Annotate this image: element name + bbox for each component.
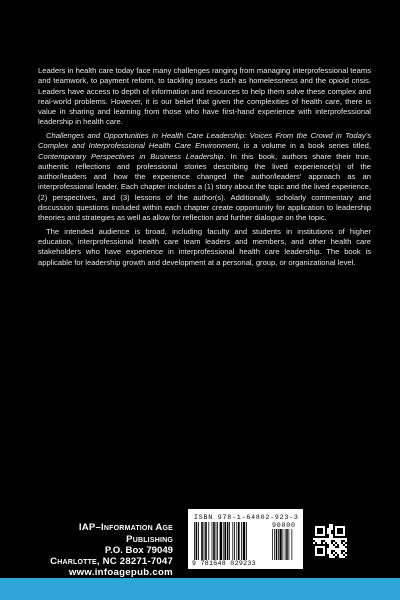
blurb-paragraph-2-rest: . In this book, authors share their true, authentic reflections and professional stories describing the lived experience(s) of the author/leaders and how the experience changed the author/leaders’ approach as an interprofessional leader. Each chapter includes a (1) story about the topic and the lived experience, (2) perspectives, and (3) lessons of the author(s). Additionally, scholarly commentary and discussion questions included within each chapter create opportunity for application to leadership theories and strategies as well as allow for reflection and further dialogue on the topic.	[38, 151, 371, 223]
barcode-icon	[188, 509, 303, 569]
publisher-website: www.infoagepub.com	[68, 567, 173, 578]
book-title: Challenges and Opportunities in Health Care Leadership: Voices From the Crowd in Today’s Complex and Interprofessional Health Care Environment	[38, 130, 371, 151]
publisher-city: Charlotte, NC 28271-7047	[50, 556, 173, 567]
blurb-paragraph-3: The intended audience is broad, including faculty and students in institutions of higher education, interprofessional health care team leaders and members, and other health care stakeholders who have experience in interprofessional health care leadership. The book is applicable for leadership growth and development at a personal, group, or organizational level.	[38, 226, 371, 267]
isbn-label: ISBN 978-1-64802-923-3	[194, 514, 299, 521]
blurb-paragraph-2-mid: , is a volume in a book series titled,	[237, 141, 371, 151]
price-addon-label: 90000	[272, 522, 296, 529]
ean-barcode-bars	[194, 522, 268, 560]
blurb-paragraph-2	[38, 131, 371, 224]
qr-code-icon	[313, 524, 347, 558]
blurb-paragraph-1: Leaders in health care today face many challenges ranging from managing interprofessional teams and teamwork, to payment reform, to tackling issues such as homelessness and the opioid crisis. Leaders have access to depth of information and resources to help them solve these complex and real-world problems. However, it is our belief that given the complexities of health care, there is value in sharing and learning from those who have first-hand experience with interprofessional leadership in health care.	[38, 66, 371, 127]
series-title: Contemporary Perspectives in Business Leadership	[38, 151, 224, 161]
bottom-color-band	[0, 578, 400, 600]
blurb-text	[38, 66, 371, 271]
addon-barcode-bars	[272, 529, 298, 560]
publisher-name: IAP–Information Age Publishing	[78, 522, 173, 545]
publisher-info	[38, 522, 173, 578]
ean-number: 9 781648 029233	[192, 560, 256, 567]
publisher-po-box: P.O. Box 79049	[104, 545, 173, 556]
